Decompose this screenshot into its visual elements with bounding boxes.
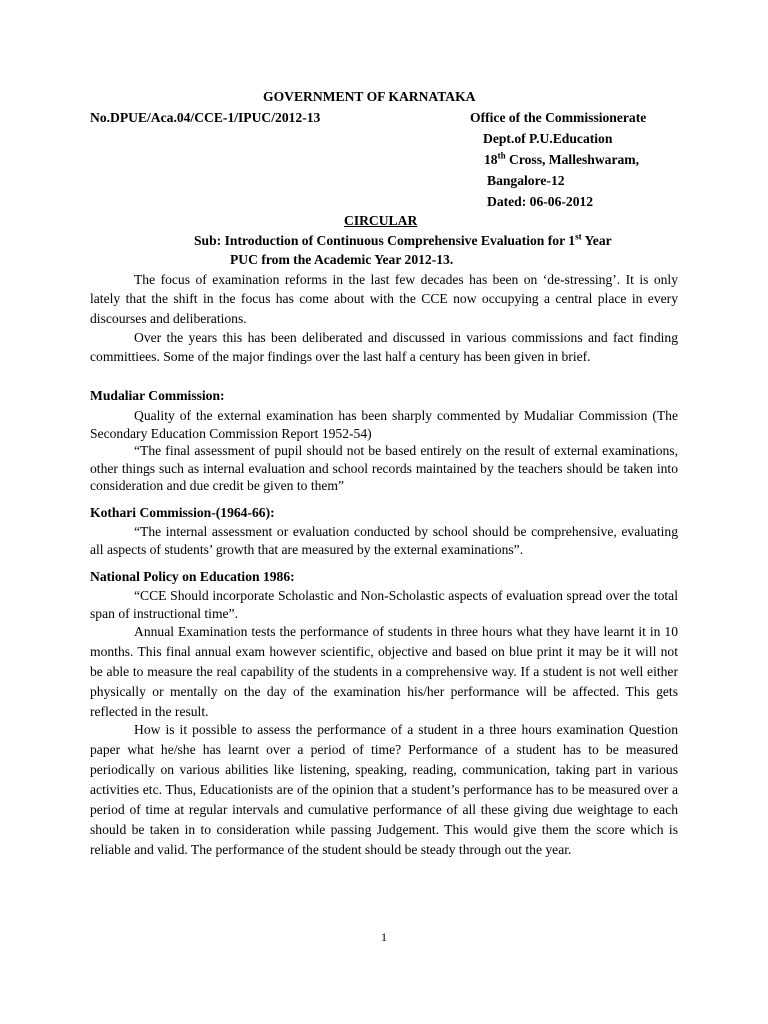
paragraph-deliberated: Over the years this has been deliberated and discussed in various commissions and fact finding committiees. Some of the major findings over the last half a century has been given in brief. [90, 330, 678, 365]
street-line: 18th Cross, Malleshwaram, [484, 150, 640, 167]
subject-line-1: Sub: Introduction of Continuous Comprehensive Evaluation for 1st Year [194, 231, 612, 248]
city-line: Bangalore-12 [487, 173, 565, 188]
circular-title: CIRCULAR [344, 213, 418, 228]
paragraph-assess: How is it possible to assess the performance of a student in a three hours examination Question paper what he/she has learnt over a period of time? Performance of a student has to be measured periodically on various abilities like listening, speaking, reading, communication, taking part in various activities etc. Thus, Educationists are of the opinion that a student’s performance has to be measured over a period of time at regular intervals and cumulative performance of all these giving due weightage to each should be taken in to consideration while passing Judgement. This would give them the score which is reliable and valid. The performance of the student should be steady through out the year. [90, 722, 678, 857]
paragraph-mudaliar: Quality of the external examination has been sharply commented by Mudaliar Commission (The Secondary Education Commission Report 1952-54) [90, 408, 678, 441]
heading-national-policy: National Policy on Education 1986: [90, 569, 295, 584]
page-number: 1 [381, 930, 387, 944]
date-line: Dated: 06-06-2012 [487, 194, 594, 209]
quote-kothari: “The internal assessment or evaluation conducted by school should be comprehensive, evaluating all aspects of students’ growth that are measured by the external examinations”. [90, 524, 678, 557]
government-heading: GOVERNMENT OF KARNATAKA [263, 89, 476, 104]
paragraph-annual-exam: Annual Examination tests the performance of students in three hours what they have learnt it in 10 months. This final annual exam however scientific, objective and based on blue print it may be it will not be able to measure the real capability of the students in a comprehensive way. If a student is not well either physically or mentally on the day of the examination his/her performance will be affected. This gets reflected in the result. [90, 624, 678, 719]
paragraph-focus: The focus of examination reforms in the last few decades has been on ‘de-stressing’. It is only lately that the shift in the focus has come about with the CCE now occupying a central place in every discourses and deliberations. [90, 272, 678, 326]
quote-national-policy: “CCE Should incorporate Scholastic and Non-Scholastic aspects of evaluation spread over the total span of instructional time”. [90, 588, 678, 621]
subject-line-2: PUC from the Academic Year 2012-13. [230, 252, 454, 267]
reference-number: No.DPUE/Aca.04/CCE-1/IPUC/2012-13 [90, 110, 321, 125]
department-line: Dept.of P.U.Education [483, 131, 613, 146]
heading-kothari: Kothari Commission-(1964-66): [90, 505, 275, 520]
quote-mudaliar: “The final assessment of pupil should not be based entirely on the result of external examinations, other things such as internal evaluation and school records maintained by the teachers should be taken into consideration and due credit be given to them” [90, 443, 678, 493]
heading-mudaliar: Mudaliar Commission: [90, 388, 225, 403]
office-line: Office of the Commissionerate [470, 110, 647, 125]
